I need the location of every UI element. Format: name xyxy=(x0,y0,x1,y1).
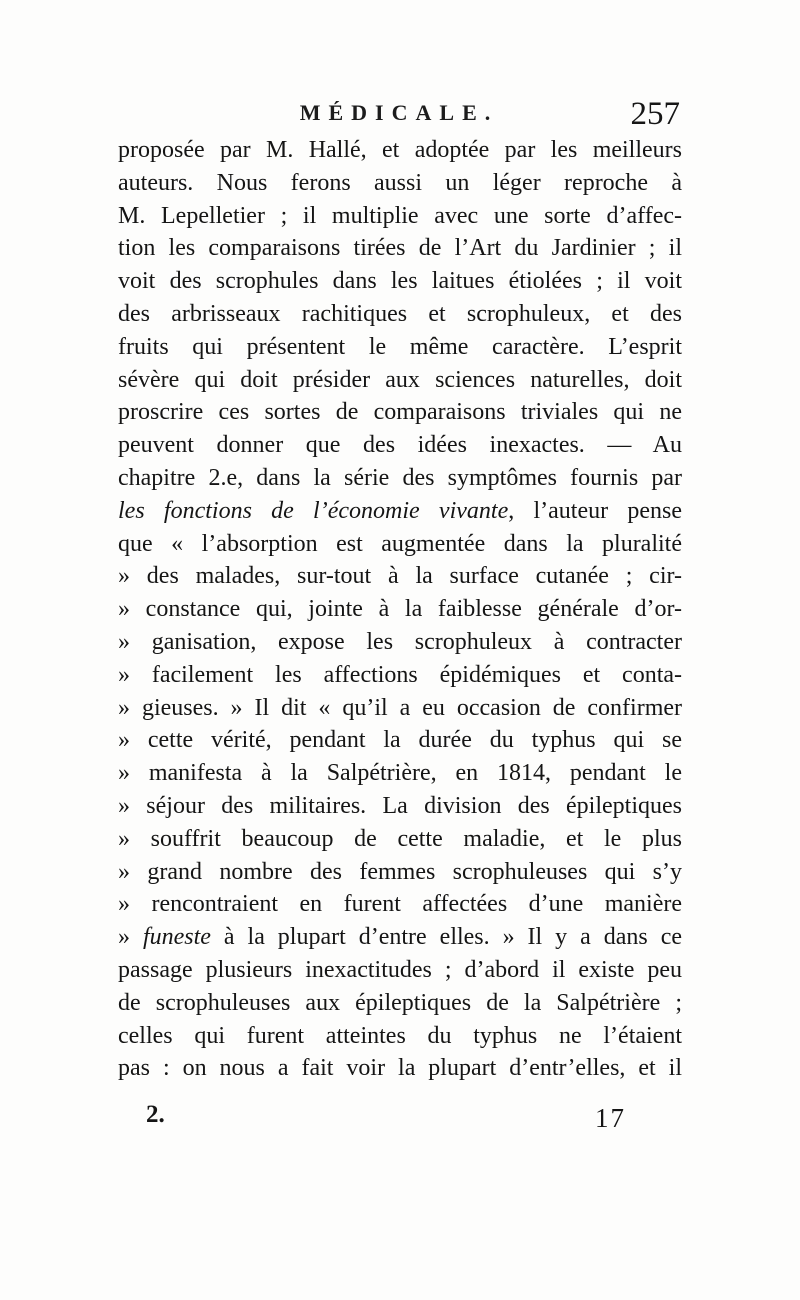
quoted-line: » manifesta à la Salpétrière, en 1814, pendant le xyxy=(118,760,682,787)
text-line: des arbrisseaux rachitiques et scrophuleux, et des xyxy=(118,300,682,327)
running-head xyxy=(118,96,680,136)
page-number: 257 xyxy=(630,96,680,132)
italic-text: les fonctions de l’économie vivante xyxy=(118,497,509,524)
text-line: que « l’absorption est augmentée dans la pluralité xyxy=(118,530,682,557)
quoted-line: » grand nombre des femmes scrophuleuses qui s’y xyxy=(118,858,682,885)
quoted-line: » ganisation, expose les scrophuleux à contracter xyxy=(118,628,682,655)
quoted-line: » rencontraient en furent affectées d’une manière xyxy=(118,891,682,918)
sheet-number: 17 xyxy=(595,1103,626,1133)
text-line: chapitre 2.e, dans la série des symptômes fournis par xyxy=(118,464,682,491)
text-line: peuvent donner que des idées inexactes. — Au xyxy=(118,432,682,459)
text-line: proposée par M. Hallé, et adoptée par les meilleurs xyxy=(118,137,682,163)
text-line: voit des scrophules dans les laitues étiolées ; il voit xyxy=(118,268,682,295)
text-line: pas : on nous a fait voir la plupart d’entr’elles, et il xyxy=(118,1055,682,1082)
text-line: sévère qui doit présider aux sciences naturelles, doit xyxy=(118,366,682,393)
quoted-line: » constance qui, jointe à la faiblesse générale d’or- xyxy=(118,596,682,623)
quoted-line: » facilement les affections épidémiques et conta- xyxy=(118,661,682,688)
text-line: passage plusieurs inexactitudes ; d’abord il existe peu xyxy=(118,956,682,983)
body-text xyxy=(118,134,682,1085)
quoted-line: » gieuses. » Il dit « qu’il a eu occasion de confirmer xyxy=(118,694,682,721)
text-line: tion les comparaisons tirées de l’Art du Jardinier ; il xyxy=(118,235,682,262)
text-line-with-italic: » funeste à la plupart d’entre elles. » Il y a dans ce xyxy=(118,924,683,951)
text-line: fruits qui présentent le même caractère. L’esprit xyxy=(118,333,682,360)
text-line: M. Lepelletier ; il multiplie avec une sorte d’affec- xyxy=(118,202,682,229)
text-line: celles qui furent atteintes du typhus ne l’étaient xyxy=(118,1022,682,1049)
text-line: de scrophuleuses aux épileptiques de la Salpétrière ; xyxy=(118,989,682,1016)
quoted-line: » des malades, sur-tout à la surface cutanée ; cir- xyxy=(118,563,682,590)
quoted-line: » souffrit beaucoup de cette maladie, et le plus xyxy=(118,825,682,852)
text-line: proscrire ces sortes de comparaisons triviales qui ne xyxy=(118,399,682,426)
text-line-with-italic: les fonctions de l’économie vivante, l’auteur pense xyxy=(118,497,682,524)
running-title: MÉDICALE. xyxy=(299,100,499,125)
quoted-line: » cette vérité, pendant la durée du typhus qui se xyxy=(118,727,682,754)
page-footer xyxy=(118,1101,682,1137)
quoted-line: » séjour des militaires. La division des épileptiques xyxy=(118,792,682,819)
text-line: auteurs. Nous ferons aussi un léger reproche à xyxy=(118,169,682,196)
italic-text: funeste xyxy=(142,924,211,951)
signature-mark: 2. xyxy=(146,1101,165,1128)
